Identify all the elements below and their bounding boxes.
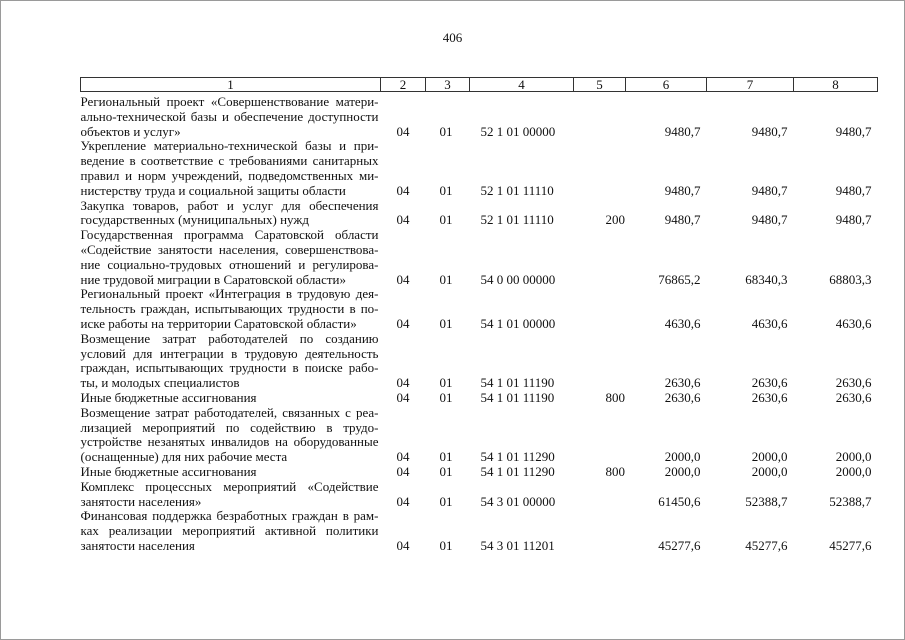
cell-c8: 9480,7 bbox=[835, 182, 872, 198]
cell-c2: 04 bbox=[396, 389, 410, 405]
description-line: правил и норм учреждений, подведомственных ми- bbox=[80, 167, 379, 183]
cell-c6: 2000,0 bbox=[664, 449, 701, 465]
cell-c6: 9480,7 bbox=[664, 182, 701, 198]
cell-c2: 04 bbox=[396, 463, 410, 479]
row-description bbox=[81, 199, 381, 229]
cell-c8: 2630,6 bbox=[835, 389, 872, 405]
table-row bbox=[81, 406, 878, 465]
cell-c6: 9480,7 bbox=[664, 212, 701, 228]
row-description bbox=[81, 228, 381, 287]
description-line: условий для интеграции в трудовую деятельность bbox=[80, 345, 379, 361]
table-row bbox=[81, 287, 878, 331]
table-row bbox=[81, 465, 878, 480]
cell-c7: 2630,6 bbox=[751, 389, 788, 405]
cell-c6: 2630,6 bbox=[664, 389, 701, 405]
cell-c4: 54 1 01 11290 bbox=[480, 449, 555, 465]
description-line: ние трудовой миграции в Саратовской области» bbox=[80, 271, 346, 287]
cell-c5 bbox=[574, 406, 626, 465]
cell-c8: 9480,7 bbox=[835, 212, 872, 228]
row-description bbox=[81, 406, 381, 465]
table-row bbox=[81, 139, 878, 198]
cell-c4: 52 1 01 11110 bbox=[480, 182, 554, 198]
cell-c3: 01 bbox=[439, 315, 453, 331]
cell-c6: 9480,7 bbox=[664, 123, 701, 139]
cell-c5 bbox=[574, 287, 626, 331]
cell-c3: 01 bbox=[439, 375, 453, 391]
cell-c5 bbox=[574, 92, 626, 140]
table-row bbox=[81, 92, 878, 140]
cell-c7: 2000,0 bbox=[751, 449, 788, 465]
cell-c3: 01 bbox=[439, 212, 453, 228]
description-line: иске работы на территории Саратовской области» bbox=[80, 315, 357, 331]
cell-c8: 9480,7 bbox=[835, 123, 872, 139]
cell-c7: 2000,0 bbox=[751, 463, 788, 479]
cell-c5 bbox=[574, 228, 626, 287]
cell-c2: 04 bbox=[396, 375, 410, 391]
cell-c7: 9480,7 bbox=[751, 182, 788, 198]
cell-c2: 04 bbox=[396, 537, 410, 553]
cell-c5-value: 800 bbox=[605, 389, 625, 405]
description-line: ведение в соответствие с требованиями санитарных bbox=[80, 153, 379, 169]
description-line: Иные бюджетные ассигнования bbox=[80, 389, 257, 405]
cell-c6: 2630,6 bbox=[664, 375, 701, 391]
column-header: 5 bbox=[574, 78, 626, 92]
cell-c2: 04 bbox=[396, 123, 410, 139]
description-line: тельность граждан, испытывающих трудности в по- bbox=[80, 301, 379, 317]
table-row bbox=[81, 391, 878, 406]
description-line: Региональный проект «Интеграция в трудовую дея- bbox=[80, 286, 379, 302]
row-description bbox=[81, 465, 381, 480]
description-line: Государственная программа Саратовской области bbox=[80, 227, 379, 243]
cell-c5 bbox=[574, 332, 626, 391]
cell-c8: 2000,0 bbox=[835, 449, 872, 465]
cell-c4: 54 3 01 11201 bbox=[480, 537, 555, 553]
row-description bbox=[81, 332, 381, 391]
cell-c7: 9480,7 bbox=[751, 212, 788, 228]
description-line: объектов и услуг» bbox=[80, 123, 181, 139]
cell-c8: 68803,3 bbox=[829, 271, 872, 287]
cell-c6: 61450,6 bbox=[658, 493, 701, 509]
cell-c8: 4630,6 bbox=[835, 315, 872, 331]
cell-c5 bbox=[574, 139, 626, 198]
cell-c2: 04 bbox=[396, 212, 410, 228]
description-line: Иные бюджетные ассигнования bbox=[80, 463, 257, 479]
cell-c7: 45277,6 bbox=[745, 537, 788, 553]
cell-c5-value: 200 bbox=[605, 212, 625, 228]
cell-c4: 54 1 01 11190 bbox=[480, 389, 555, 405]
cell-c3: 01 bbox=[439, 123, 453, 139]
cell-c7: 9480,7 bbox=[751, 123, 788, 139]
cell-c4: 54 1 01 11290 bbox=[480, 463, 555, 479]
cell-c4: 52 1 01 00000 bbox=[480, 123, 556, 139]
row-description bbox=[81, 509, 381, 553]
cell-c4: 54 3 01 00000 bbox=[480, 493, 556, 509]
cell-c2: 04 bbox=[396, 271, 410, 287]
table-row bbox=[81, 332, 878, 391]
cell-c2: 04 bbox=[396, 315, 410, 331]
description-line: Укрепление материально-технической базы и при- bbox=[80, 138, 379, 154]
description-line: ние социально-трудовых отношений и регулирова- bbox=[80, 256, 379, 272]
row-description bbox=[81, 139, 381, 198]
table-body bbox=[81, 92, 878, 554]
column-header: 1 bbox=[81, 78, 381, 92]
description-line: устройстве незанятых инвалидов на оборудованные bbox=[80, 434, 379, 450]
cell-c5-value: 800 bbox=[605, 463, 625, 479]
cell-c5 bbox=[574, 509, 626, 553]
cell-c2: 04 bbox=[396, 449, 410, 465]
description-line: ках реализации мероприятий активной политики bbox=[80, 523, 379, 539]
cell-c7: 2630,6 bbox=[751, 375, 788, 391]
table-row bbox=[81, 509, 878, 553]
cell-c5 bbox=[574, 480, 626, 510]
column-header: 2 bbox=[381, 78, 426, 92]
cell-c3: 01 bbox=[439, 463, 453, 479]
cell-c2: 04 bbox=[396, 182, 410, 198]
page-number: 406 bbox=[442, 30, 463, 45]
cell-c7: 4630,6 bbox=[751, 315, 788, 331]
cell-c4: 52 1 01 11110 bbox=[480, 212, 554, 228]
description-line: занятости населения bbox=[80, 537, 195, 553]
cell-c4: 54 1 01 11190 bbox=[480, 375, 555, 391]
cell-c6: 4630,6 bbox=[664, 315, 701, 331]
cell-c5 bbox=[574, 391, 626, 406]
table-header-row bbox=[81, 78, 878, 92]
cell-c3: 01 bbox=[439, 389, 453, 405]
table-row bbox=[81, 199, 878, 229]
description-line: Возмещение затрат работодателей, связанных с реа- bbox=[80, 404, 379, 420]
row-description bbox=[81, 391, 381, 406]
cell-c6: 45277,6 bbox=[658, 537, 701, 553]
cell-c8: 2630,6 bbox=[835, 375, 872, 391]
description-line: Финансовая поддержка безработных граждан в рам- bbox=[80, 508, 379, 524]
description-line: Закупка товаров, работ и услуг для обеспечения bbox=[80, 197, 379, 213]
cell-c3: 01 bbox=[439, 493, 453, 509]
cell-c4: 54 0 00 00000 bbox=[480, 271, 556, 287]
description-line: граждан, испытывающих трудности в поиске рабо- bbox=[80, 360, 379, 376]
description-line: лизацией мероприятий по содействию в трудо- bbox=[80, 419, 379, 435]
cell-c7: 52388,7 bbox=[745, 493, 788, 509]
description-line: ально-технической базы и обеспечение доступности bbox=[80, 108, 379, 124]
description-line: государственных (муниципальных) нужд bbox=[80, 212, 309, 228]
description-line: Региональный проект «Совершенствование матери- bbox=[80, 94, 379, 109]
cell-c3: 01 bbox=[439, 182, 453, 198]
cell-c6: 2000,0 bbox=[664, 463, 701, 479]
budget-table bbox=[80, 77, 878, 554]
cell-c6: 76865,2 bbox=[658, 271, 701, 287]
table-row bbox=[81, 480, 878, 510]
table-row bbox=[81, 228, 878, 287]
column-header: 4 bbox=[470, 78, 574, 92]
cell-c3: 01 bbox=[439, 449, 453, 465]
cell-c8: 2000,0 bbox=[835, 463, 872, 479]
description-line: занятости населения» bbox=[80, 493, 202, 509]
description-line: (оснащенные) для них рабочие места bbox=[80, 449, 288, 465]
cell-c8: 45277,6 bbox=[829, 537, 872, 553]
column-header: 3 bbox=[426, 78, 470, 92]
cell-c7: 68340,3 bbox=[745, 271, 788, 287]
cell-c5 bbox=[574, 465, 626, 480]
cell-c5 bbox=[574, 199, 626, 229]
row-description bbox=[81, 480, 381, 510]
description-line: «Содействие занятости населения, совершенствова- bbox=[80, 241, 379, 257]
description-line: Комплекс процессных мероприятий «Содействие bbox=[80, 478, 379, 494]
cell-c3: 01 bbox=[439, 271, 453, 287]
description-line: нистерству труда и социальной защиты области bbox=[80, 182, 346, 198]
cell-c8: 52388,7 bbox=[829, 493, 872, 509]
cell-c4: 54 1 01 00000 bbox=[480, 315, 556, 331]
row-description bbox=[81, 92, 381, 140]
column-header: 6 bbox=[626, 78, 707, 92]
description-line: ты, и молодых специалистов bbox=[80, 375, 240, 391]
row-description bbox=[81, 287, 381, 331]
description-line: Возмещение затрат работодателей по созданию bbox=[80, 330, 379, 346]
cell-c2: 04 bbox=[396, 493, 410, 509]
column-header: 8 bbox=[794, 78, 878, 92]
cell-c3: 01 bbox=[439, 537, 453, 553]
column-header: 7 bbox=[707, 78, 794, 92]
